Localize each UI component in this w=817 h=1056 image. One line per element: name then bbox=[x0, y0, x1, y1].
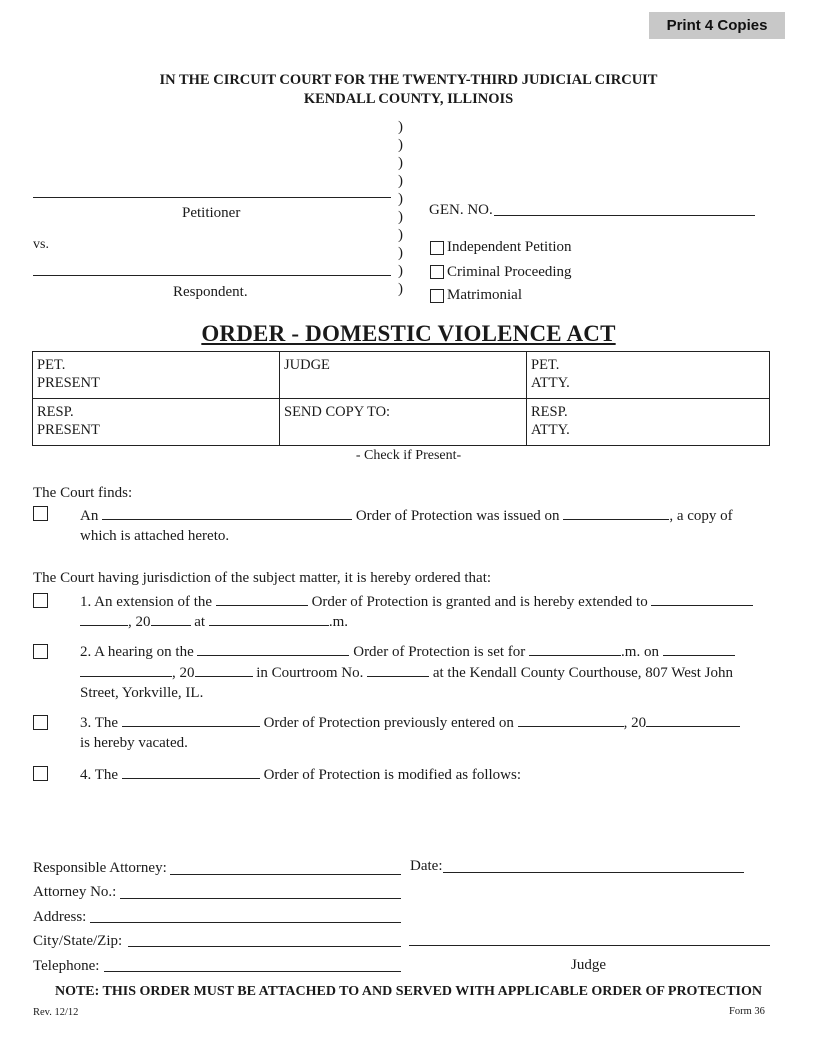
court-heading-line2: KENDALL COUNTY, ILLINOIS bbox=[303, 91, 514, 107]
responsible-attorney-field[interactable] bbox=[170, 874, 401, 875]
item2-m-on: .m. on bbox=[621, 644, 659, 660]
city-state-zip-label: City/State/Zip: bbox=[33, 933, 123, 949]
finds-issued-text: Order of Protection was issued on bbox=[355, 508, 560, 524]
print-copies-button[interactable]: Print 4 Copies bbox=[649, 12, 785, 39]
item2-courtroom-field[interactable] bbox=[367, 664, 429, 677]
pet-atty-label-a: PET. bbox=[531, 357, 560, 373]
item3-checkbox[interactable] bbox=[33, 715, 48, 730]
item3-year-prefix: , 20 bbox=[623, 715, 647, 731]
presence-table bbox=[32, 351, 770, 446]
finds-type-field[interactable] bbox=[102, 507, 352, 520]
item2-text-b: Order of Protection is set for bbox=[353, 644, 526, 660]
item1-text-b: Order of Protection is granted and is hereby extended to bbox=[311, 594, 648, 610]
pet-present-label-a: PET. bbox=[37, 357, 66, 373]
petitioner-label: Petitioner bbox=[182, 205, 241, 221]
item3-text-a: 3. The bbox=[80, 715, 119, 731]
address-label: Address: bbox=[33, 909, 87, 925]
item3-type-field[interactable] bbox=[122, 714, 260, 727]
item1-extended-to-field[interactable] bbox=[651, 593, 753, 606]
item4-checkbox[interactable] bbox=[33, 766, 48, 781]
item2-time-field[interactable] bbox=[529, 643, 621, 656]
resp-present-label-b: PRESENT bbox=[37, 422, 100, 438]
independent-petition-label: Independent Petition bbox=[447, 239, 572, 255]
item4-text-b: Order of Protection is modified as follows: bbox=[263, 767, 522, 783]
petitioner-line[interactable] bbox=[33, 197, 391, 198]
form-title: ORDER - DOMESTIC VIOLENCE ACT bbox=[201, 321, 616, 346]
telephone-field[interactable] bbox=[104, 971, 401, 972]
resp-present-cell[interactable] bbox=[33, 399, 280, 446]
pet-atty-cell[interactable] bbox=[527, 352, 770, 399]
resp-atty-label-a: RESP. bbox=[531, 404, 568, 420]
item3-date-field[interactable] bbox=[518, 714, 624, 727]
judge-label: JUDGE bbox=[284, 357, 330, 373]
item2-year-prefix: , 20 bbox=[172, 665, 195, 681]
item2-date-field[interactable] bbox=[663, 643, 735, 656]
judge-signature-line[interactable] bbox=[409, 945, 770, 946]
item4-type-field[interactable] bbox=[122, 766, 260, 779]
respondent-line[interactable] bbox=[33, 275, 391, 276]
finds-copy-text: , a copy of bbox=[669, 508, 733, 524]
item2-type-field[interactable] bbox=[197, 643, 349, 656]
pet-atty-label-b: ATTY. bbox=[531, 375, 570, 391]
finds-checkbox[interactable] bbox=[33, 506, 48, 521]
finds-an: An bbox=[80, 508, 99, 524]
item2-month-field[interactable] bbox=[80, 664, 172, 677]
item2-year-field[interactable] bbox=[195, 664, 253, 677]
caption-divider: ) ) ) ) ) ) ) ) ) ) bbox=[398, 119, 403, 297]
send-copy-cell[interactable] bbox=[280, 399, 527, 446]
revision-label: Rev. 12/12 bbox=[33, 1007, 79, 1018]
item1-type-field[interactable] bbox=[216, 593, 308, 606]
attorney-no-field[interactable] bbox=[120, 898, 401, 899]
pet-present-label-b: PRESENT bbox=[37, 375, 100, 391]
date-field[interactable] bbox=[443, 872, 744, 873]
resp-atty-cell[interactable] bbox=[527, 399, 770, 446]
form-number-label: Form 36 bbox=[729, 1006, 765, 1017]
independent-petition-checkbox[interactable] bbox=[430, 241, 444, 255]
item1-checkbox[interactable] bbox=[33, 593, 48, 608]
item1-text-a: 1. An extension of the bbox=[80, 594, 213, 610]
date-label: Date: bbox=[410, 858, 443, 874]
item1-at: at bbox=[194, 614, 206, 630]
city-state-zip-field[interactable] bbox=[128, 946, 401, 947]
item1-year-prefix: , 20 bbox=[128, 614, 151, 630]
item1-time-field[interactable] bbox=[209, 613, 329, 626]
finds-date-field[interactable] bbox=[563, 507, 669, 520]
item1-m: .m. bbox=[328, 614, 348, 630]
item1-year-field[interactable] bbox=[151, 613, 191, 626]
finds-attached: which is attached hereto. bbox=[80, 528, 230, 544]
item2-text-a: 2. A hearing on the bbox=[80, 644, 194, 660]
court-heading-line1: IN THE CIRCUIT COURT FOR THE TWENTY-THIRD JUDICIAL CIRCUIT bbox=[159, 72, 658, 88]
item3-text-d: is hereby vacated. bbox=[80, 735, 188, 751]
item2-checkbox[interactable] bbox=[33, 644, 48, 659]
item3-text-b: Order of Protection previously entered on bbox=[263, 715, 514, 731]
item4-text-a: 4. The bbox=[80, 767, 119, 783]
respondent-label: Respondent. bbox=[173, 284, 248, 300]
resp-atty-label-b: ATTY. bbox=[531, 422, 570, 438]
item2-text-f: at the Kendall County Courthouse, 807 West John bbox=[432, 665, 733, 681]
judge-label: Judge bbox=[571, 957, 606, 973]
attachment-note: NOTE: THIS ORDER MUST BE ATTACHED TO AND SERVED WITH APPLICABLE ORDER OF PROTECTION bbox=[54, 984, 763, 999]
matrimonial-checkbox[interactable] bbox=[430, 289, 444, 303]
criminal-proceeding-label: Criminal Proceeding bbox=[447, 264, 572, 280]
item1-month-field[interactable] bbox=[80, 613, 128, 626]
item2-courtroom-label: in Courtroom No. bbox=[256, 665, 364, 681]
versus-label: vs. bbox=[33, 237, 49, 252]
finds-heading: The Court finds: bbox=[33, 485, 133, 501]
ordered-heading: The Court having jurisdiction of the subject matter, it is hereby ordered that: bbox=[33, 570, 492, 586]
resp-present-label-a: RESP. bbox=[37, 404, 74, 420]
attorney-no-label: Attorney No.: bbox=[33, 884, 117, 900]
judge-cell[interactable] bbox=[280, 352, 527, 399]
gen-no-field[interactable] bbox=[494, 215, 755, 216]
item2-text-g: Street, Yorkville, IL. bbox=[80, 685, 204, 701]
matrimonial-label: Matrimonial bbox=[447, 287, 522, 303]
gen-no-label: GEN. NO. bbox=[429, 202, 493, 218]
responsible-attorney-label: Responsible Attorney: bbox=[33, 860, 167, 876]
table-caption: - Check if Present- bbox=[355, 448, 462, 463]
telephone-label: Telephone: bbox=[33, 958, 100, 974]
address-field[interactable] bbox=[90, 922, 401, 923]
send-copy-label: SEND COPY TO: bbox=[284, 404, 391, 420]
pet-present-cell[interactable] bbox=[33, 352, 280, 399]
criminal-proceeding-checkbox[interactable] bbox=[430, 265, 444, 279]
item3-year-field[interactable] bbox=[646, 714, 740, 727]
